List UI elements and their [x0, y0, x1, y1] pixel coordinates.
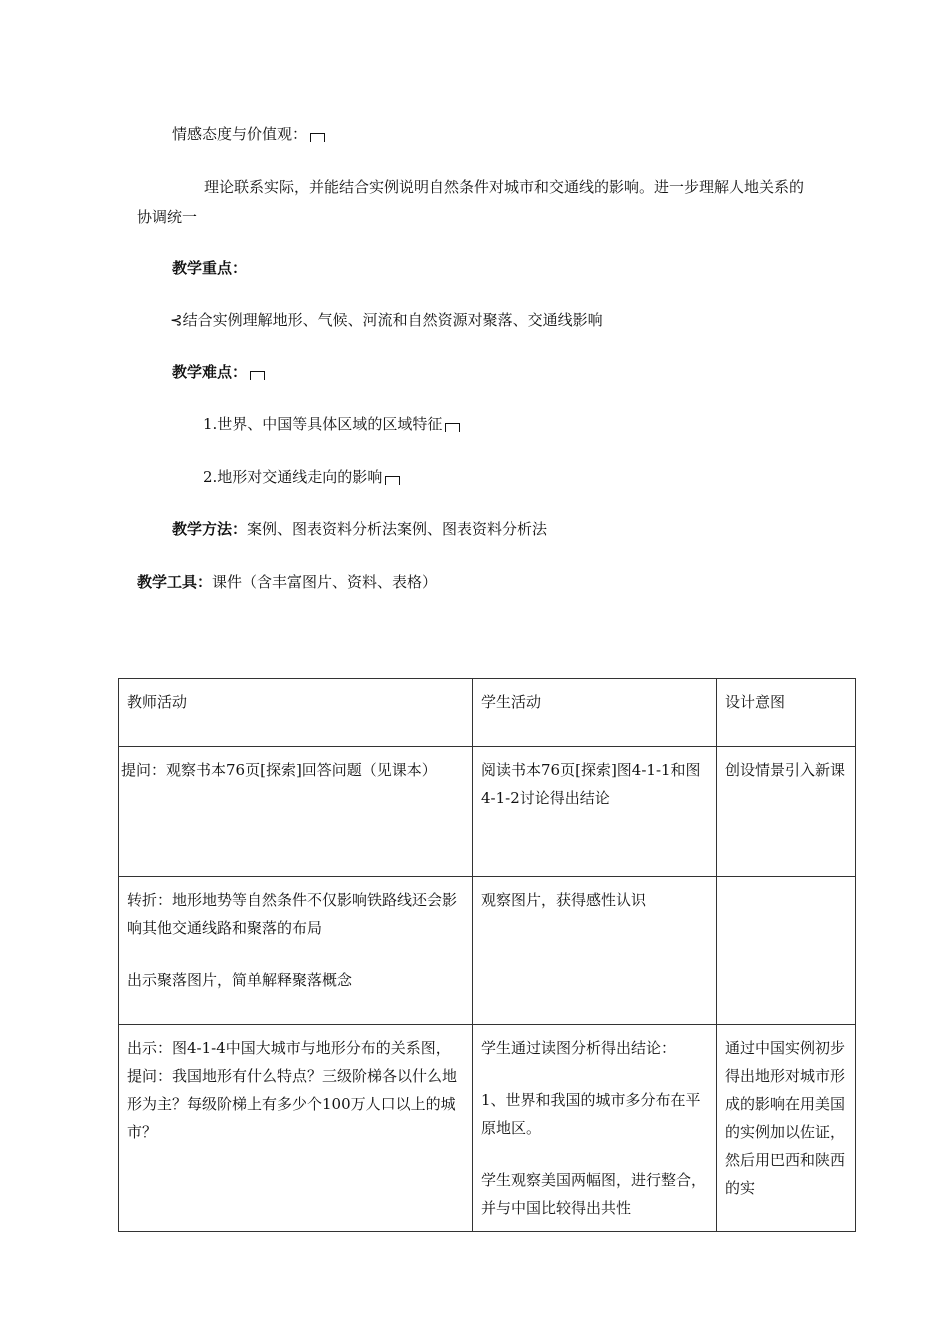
key-point-label: 教学重点：	[172, 259, 248, 277]
student-cell: 观察图片，获得感性认识	[473, 877, 717, 1025]
student-cell: 学生通过读图分析得出结论： 1、世界和我国的城市多分布在平原地区。 学生观察美国两幅图，进行整合，并与中国比较得出共性	[473, 1025, 717, 1232]
table-row	[119, 877, 856, 1025]
teacher-cell: 提问：观察书本76页[探索]回答问题（见课本）	[119, 747, 473, 877]
lesson-plan-table	[118, 678, 856, 1232]
return-mark-icon	[310, 133, 325, 142]
difficulty-item: 2.地形对交通线走向的影响	[203, 467, 400, 487]
difficulty-item: 1.世界、中国等具体区域的区域特征	[203, 414, 460, 434]
return-mark-icon	[445, 423, 460, 432]
tools-line: 教学工具：课件（含丰富图片、资料、表格）	[137, 573, 438, 591]
difficulty-heading: 教学难点：	[172, 362, 265, 382]
table-header-row	[119, 679, 856, 747]
return-mark-icon	[385, 476, 400, 485]
header-design: 设计意图	[717, 679, 856, 747]
attitude-heading: 情感态度与价值观：	[172, 124, 325, 144]
design-cell	[717, 877, 856, 1025]
attitude-text: 理论联系实际，并能结合实例说明自然条件对城市和交通线的影响。进一步理解人地关系的协调统一	[137, 178, 805, 226]
bullet-symbol-icon: ⊰	[170, 311, 183, 329]
header-student: 学生活动	[473, 679, 717, 747]
student-cell: 阅读书本76页[探索]图4-1-1和图4-1-2讨论得出结论	[473, 747, 717, 877]
teacher-cell: 转折：地形地势等自然条件不仅影响铁路线还会影响其他交通线路和聚落的布局 出示聚落图片，简单解释聚落概念	[119, 877, 473, 1025]
key-point-text: ⊰结合实例理解地形、气候、河流和自然资源对聚落、交通线影响	[170, 311, 603, 329]
teacher-cell: 出示：图4-1-4中国大城市与地形分布的关系图，提问：我国地形有什么特点？三级阶梯各以什么地形为主？每级阶梯上有多少个100万人口以上的城市？	[119, 1025, 473, 1232]
return-mark-icon	[250, 371, 265, 380]
design-cell: 创设情景引入新课	[717, 747, 856, 877]
header-teacher: 教师活动	[119, 679, 473, 747]
design-cell: 通过中国实例初步得出地形对城市形成的影响在用美国的实例加以佐证，然后用巴西和陕西的实	[717, 1025, 856, 1232]
method-line: 教学方法：案例、图表资料分析法案例、图表资料分析法	[172, 520, 548, 538]
table-row	[119, 1025, 856, 1232]
table-row	[119, 747, 856, 877]
